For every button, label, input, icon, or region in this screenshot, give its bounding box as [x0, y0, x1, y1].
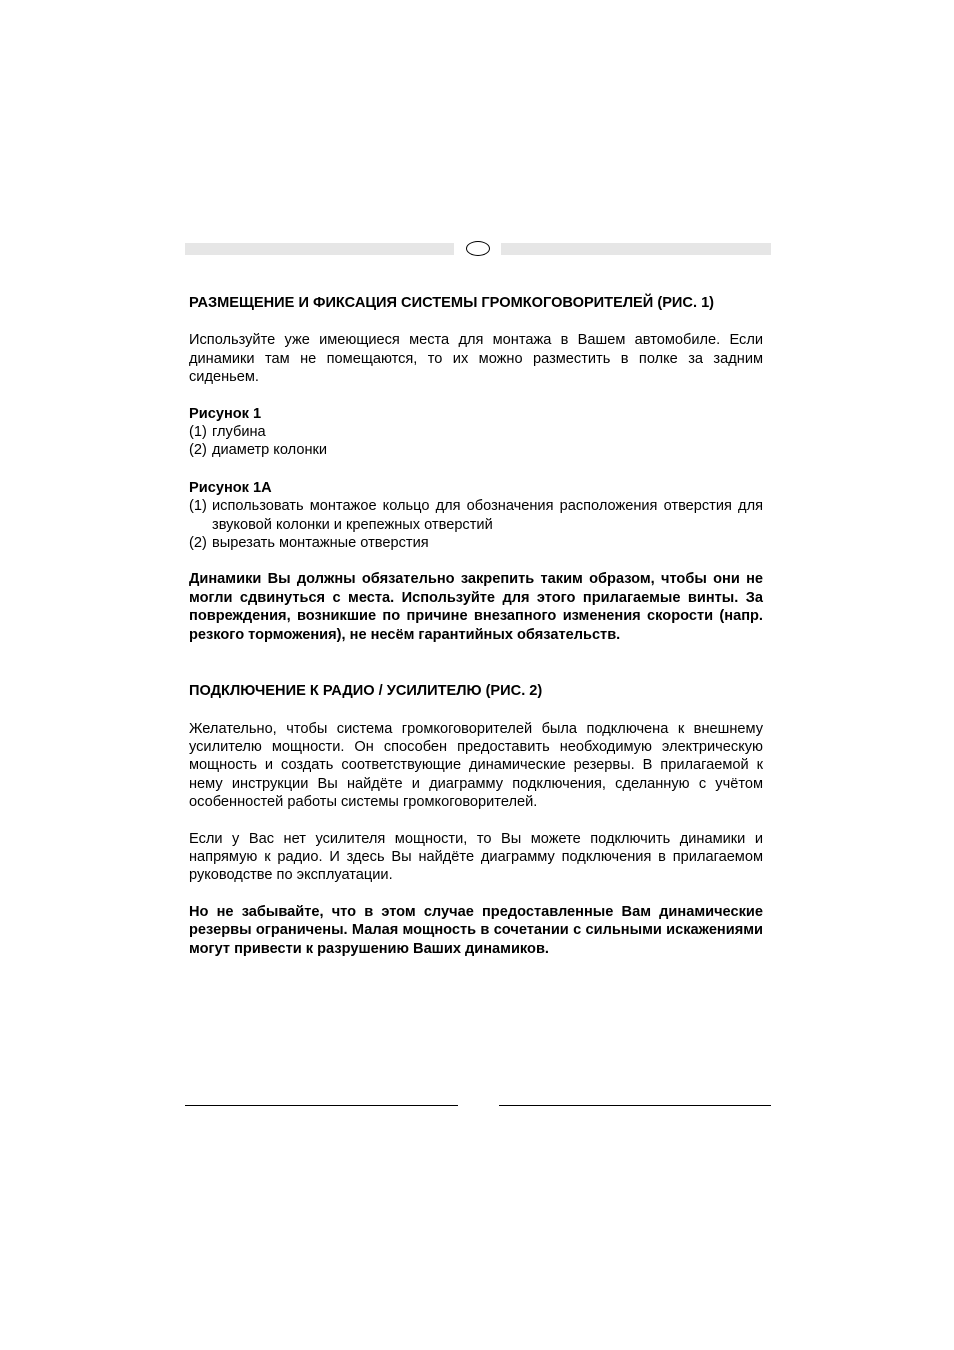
header-bar-right [501, 243, 771, 255]
list-number: (2) [189, 442, 207, 459]
list-text: диаметр колонки [212, 442, 328, 459]
figure1a-title: Рисунок 1А [189, 479, 272, 496]
footer-rule-right [499, 1105, 771, 1106]
list-text: вырезать монтажные отверстия [212, 535, 429, 552]
connection-warning: Но не забывайте, что в этом случае предоставленные Вам динамические резервы ограничены. Малая мощность в сочетании с сильными искажениями могут привести к разрушению Ваших динамиков. [189, 903, 763, 957]
section-heading-connection: ПОДКЛЮЧЕНИЕ К РАДИО / УСИЛИТЕЛЮ (РИС. 2) [189, 683, 543, 700]
page-content [189, 294, 763, 958]
figure1-title: Рисунок 1 [189, 405, 262, 422]
list-item [189, 497, 763, 534]
footer-rule-left [185, 1105, 458, 1106]
mounting-warning: Динамики Вы должны обязательно закрепить таким образом, чтобы они не могли сдвинуться с места. Используйте для этого прилагаемые винты. За повреждения, возникшие по причине внезапного изменения скорости (напр. резкого торможения), не несём гарантийных обязательств. [189, 571, 763, 643]
list-number: (1) [189, 424, 207, 441]
list-item [189, 441, 763, 459]
placement-intro: Используйте уже имеющиеся места для монтажа в Вашем автомобиле. Если динамики там не помещаются, то их можно разместить в полке за задним сиденьем. [189, 332, 763, 386]
section-heading-placement: РАЗМЕЩЕНИЕ И ФИКСАЦИЯ СИСТЕМЫ ГРОМКОГОВОРИТЕЛЕЙ (РИС. 1) [189, 295, 715, 311]
connection-paragraph-amplifier: Желательно, чтобы система громкоговорителей была подключена к внешнему усилителю мощности. Он способен предоставить необходимую электрическую мощность и создать соответствующие динамические резервы. В прилагаемой к нему инструкции Вы найдёте и диаграмму подключения, сделанную с учётом особенностей работы системы громкоговорителей. [189, 720, 763, 811]
list-text: использовать монтажое кольцо для обозначения расположения отверстия для звуковой колонки и крепежных отверстий [212, 498, 763, 533]
list-text: глубина [212, 424, 266, 441]
language-badge-icon [466, 241, 490, 256]
connection-paragraph-radio: Если у Вас нет усилителя мощности, то Вы можете подключить динамики и напрямую к радио. И здесь Вы найдёте диаграмму подключения в прилагаемом руководстве по эксплуатации. [189, 830, 763, 884]
list-number: (2) [189, 535, 207, 552]
list-item [189, 423, 763, 441]
list-number: (1) [189, 498, 207, 515]
header-bar-left [185, 243, 454, 255]
list-item [189, 534, 763, 552]
